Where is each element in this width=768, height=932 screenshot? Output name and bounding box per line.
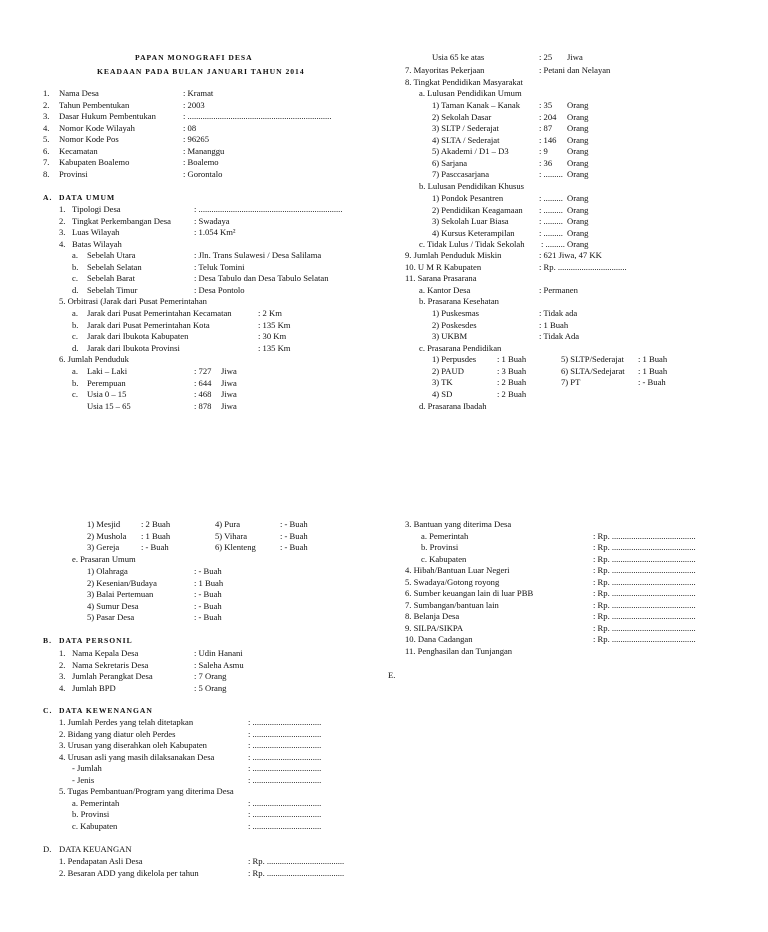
personil-num: 1. [59, 648, 66, 658]
umr-value: : Rp. ................................ [539, 262, 627, 272]
kewenangan-label: 3. Urusan yang diserahkan oleh Kabupaten [59, 740, 207, 750]
lulusan-umum-unit: Orang [567, 100, 589, 110]
section-title-keuangan: DATA KEUANGAN [59, 844, 132, 854]
miskin-label: 9. Jumlah Penduduk Miskin [405, 250, 502, 260]
batas-label: Sebelah Selatan [87, 261, 142, 272]
identity-value: : 96265 [183, 134, 210, 144]
pendidikan-value: : - Buah [638, 377, 666, 387]
lulusan-khusus-label: b. Lulusan Pendidikan Khusus [419, 181, 525, 191]
bantuan-label: 3. Bantuan yang diterima Desa [405, 519, 512, 529]
pendidikan-value: : 2 Buah [497, 388, 527, 399]
prasarana-umum-item: 4) Sumur Desa [87, 600, 139, 611]
batas-label: Sebelah Barat [87, 273, 135, 283]
umum-value: : 1.054 Km² [194, 227, 236, 237]
orbitasi-value: : 2 Km [258, 308, 282, 318]
penduduk-item: Usia 0 – 15 [87, 389, 127, 399]
pendidikan-item: 5) SLTP/Sederajat [561, 354, 624, 364]
umum-value: : Swadaya [194, 215, 230, 226]
batas-sub: b. [72, 261, 79, 272]
bantuan-value: : Rp. ....................................... [593, 542, 696, 552]
sarana-label: 11. Sarana Prasarana [405, 273, 477, 283]
penduduk-sub: c. [72, 389, 78, 399]
identity-num: 4. [43, 122, 50, 133]
kewenangan-label: 2. Bidang yang diatur oleh Perdes [59, 728, 176, 739]
keuangan-label: 2. Besaran ADD yang dikelola per tahun [59, 867, 199, 878]
umum-num: 2. [59, 215, 66, 226]
section-title-kewenangan: DATA KEWENANGAN [59, 706, 153, 715]
identity-num: 2. [43, 99, 50, 110]
penduduk-sub: b. [72, 377, 79, 388]
lulusan-umum-label: a. Lulusan Pendidikan Umum [419, 88, 522, 98]
bantuan-label: a. Pemerintah [421, 530, 469, 541]
section-letter: D. [43, 844, 52, 854]
batas-value: : Teluk Tomini [194, 261, 245, 272]
lulusan-khusus-value: : ......... [539, 227, 563, 238]
lulusan-umum-unit: Orang [567, 146, 589, 156]
pendidikan-item: 2) PAUD [432, 365, 464, 376]
personil-value: : Saleha Asmu [194, 659, 244, 670]
personil-value: : 7 Orang [194, 671, 227, 681]
ibadah-item: 6) Klenteng [215, 542, 256, 552]
pendidikan-value: : 1 Buah [638, 365, 668, 376]
lulusan-khusus-unit: Orang [567, 193, 589, 203]
pendidikan-item: 4) SD [432, 388, 453, 399]
kewenangan-value: : ................................ [248, 809, 322, 819]
identity-value: : 2003 [183, 99, 205, 110]
ibadah-item: 1) Mesjid [87, 519, 121, 529]
ibadah-value: : 1 Buah [141, 530, 171, 541]
umum-value: : ................................................................... [194, 204, 343, 214]
lulusan-umum-item: 4) SLTA / Sederajat [432, 134, 500, 145]
kewenangan-label: 4. Urusan asli yang masih dilaksanakan Desa [59, 751, 215, 762]
lulusan-umum-value: : ......... [539, 169, 563, 179]
personil-value: : Udin Hanani [194, 648, 243, 658]
lulusan-khusus-unit: Orang [567, 204, 589, 215]
section-title-personil: DATA PERSONIL [59, 636, 133, 645]
penduduk-value: : 644 [194, 377, 212, 388]
lulusan-umum-item: 2) Sekolah Dasar [432, 111, 492, 122]
keuangan-label: 1. Pendapatan Asli Desa [59, 856, 143, 866]
personil-label: Nama Sekretaris Desa [72, 659, 149, 670]
umum-label: Tipologi Desa [72, 204, 121, 214]
miskin-value: : 621 Jiwa, 47 KK [539, 250, 602, 260]
section-letter: A. [43, 193, 53, 202]
lulusan-umum-value: : 36 [539, 157, 553, 168]
lulusan-umum-unit: Orang [567, 157, 589, 168]
tingkat-label: 8. Tingkat Pendidikan Masyarakat [405, 77, 523, 87]
batas-value: : Desa Tabulo dan Desa Tabulo Selatan [194, 273, 329, 283]
pendidikan-label: c. Prasarana Pendidikan [419, 343, 502, 353]
kewenangan-value: : ................................ [248, 717, 322, 727]
kesehatan-value: : Tidak Ada [539, 331, 580, 341]
penduduk-item: Usia 15 – 65 [87, 400, 131, 411]
bantuan-value: : Rp. ....................................... [593, 599, 696, 610]
ibadah-item: 4) Pura [215, 519, 241, 529]
bantuan-value: : Rp. ....................................... [593, 588, 696, 598]
penduduk-unit: Jiwa [221, 389, 237, 399]
kesehatan-item: 1) Puskesmas [432, 308, 480, 318]
orbitasi-sub: a. [72, 308, 78, 318]
lulusan-umum-item: 1) Taman Kanak – Kanak [432, 100, 521, 110]
identity-num: 3. [43, 111, 50, 121]
kewenangan-label: a. Pemerintah [72, 797, 120, 808]
identity-value: : Gorontalo [183, 168, 223, 179]
lulusan-umum-value: : 204 [539, 111, 557, 122]
section-title-umum: DATA UMUM [59, 193, 116, 202]
pendidikan-item: 1) Perpusdes [432, 354, 477, 364]
umr-label: 10. U M R Kabupaten [405, 262, 482, 272]
pendidikan-value: : 3 Buah [497, 365, 527, 376]
orbitasi-sub: b. [72, 319, 79, 330]
penduduk-item: Laki – Laki [87, 366, 128, 376]
ibadah-label: d. Prasarana Ibadah [419, 401, 487, 411]
bantuan-value: : Rp. ....................................... [593, 553, 696, 564]
lulusan-umum-item: 6) Sarjana [432, 157, 468, 168]
lulusan-umum-item: 3) SLTP / Sederajat [432, 123, 499, 133]
identity-label: Tahun Pembentukan [59, 99, 130, 110]
bantuan-value: : Rp. ....................................... [593, 622, 696, 633]
prasarana-umum-item: 1) Olahraga [87, 566, 128, 576]
mayoritas-value: : Petani dan Nelayan [539, 65, 611, 75]
penduduk-unit: Jiwa [221, 400, 237, 411]
ibadah-value: : - Buah [280, 519, 308, 529]
kewenangan-label: c. Kabupaten [72, 820, 118, 831]
tidak-lulus-unit: Orang [567, 239, 589, 249]
batas-value: : Jln. Trans Sulawesi / Desa Salilama [194, 250, 322, 260]
usia65-label: Usia 65 ke atas [432, 52, 485, 62]
prasarana-umum-value: : - Buah [194, 589, 222, 599]
bantuan-label: 8. Belanja Desa [405, 611, 460, 621]
lulusan-khusus-unit: Orang [567, 227, 589, 238]
prasarana-umum-item: 5) Pasar Desa [87, 612, 135, 622]
penduduk-sub: a. [72, 366, 78, 376]
personil-num: 3. [59, 671, 66, 681]
identity-label: Dasar Hukum Pembentukan [59, 111, 156, 121]
bantuan-label: 9. SILPA/SIKPA [405, 622, 464, 633]
bantuan-label: 4. Hibah/Bantuan Luar Negeri [405, 565, 510, 575]
pendidikan-item: 3) TK [432, 377, 453, 387]
kewenangan-value: : ................................ [248, 820, 322, 831]
lulusan-umum-unit: Orang [567, 169, 589, 179]
kewenangan-label: - Jumlah [72, 763, 102, 773]
kewenangan-value: : ................................ [248, 774, 322, 785]
ibadah-item: 2) Mushola [87, 530, 127, 541]
kewenangan-label: b. Provinsi [72, 809, 110, 819]
prasarana-umum-value: : - Buah [194, 612, 222, 622]
identity-label: Kabupaten Boalemo [59, 157, 130, 167]
kewenangan-value: : ................................ [248, 728, 322, 739]
prasarana-umum-value: : - Buah [194, 566, 222, 576]
lulusan-khusus-item: 1) Pondok Pesantren [432, 193, 504, 203]
bantuan-label: c. Kabupaten [421, 553, 467, 564]
orbitasi-item: Jarak dari Ibukota Provinsi [87, 342, 180, 353]
tidak-lulus-value: : ......... [541, 239, 565, 249]
identity-value: : ................................................................... [183, 111, 332, 121]
pendidikan-item: 7) PT [561, 377, 581, 387]
kesehatan-item: 3) UKBM [432, 331, 468, 341]
identity-label: Nomor Kode Wilayah [59, 122, 135, 133]
lulusan-umum-item: 5) Akademi / D1 – D3 [432, 146, 509, 156]
lulusan-umum-value: : 9 [539, 146, 548, 156]
keuangan-value: : Rp. .................................... [248, 867, 345, 878]
kantor-label: a. Kantor Desa [419, 285, 471, 295]
lulusan-khusus-item: 3) Sekolah Luar Biasa [432, 216, 509, 226]
bantuan-value: : Rp. ....................................... [593, 565, 696, 575]
ibadah-value: : - Buah [141, 542, 169, 552]
kewenangan-label: 5. Tugas Pembantuan/Program yang diterima Desa [59, 786, 234, 796]
kesehatan-value: : Tidak ada [539, 308, 578, 318]
identity-label: Nomor Kode Pos [59, 134, 119, 144]
pendidikan-value: : 1 Buah [638, 354, 668, 364]
bantuan-label: 11. Penghasilan dan Tunjangan [405, 645, 513, 656]
bantuan-value: : Rp. ....................................... [593, 530, 696, 541]
personil-label: Jumlah Perangkat Desa [72, 671, 153, 681]
identity-label: Nama Desa [59, 88, 99, 98]
batas-sub: d. [72, 284, 79, 295]
doc-title: PAPAN MONOGRAFI DESA [135, 53, 253, 62]
bantuan-label: 10. Dana Cadangan [405, 634, 473, 644]
ibadah-value: : - Buah [280, 530, 308, 541]
doc-subtitle: KEADAAN PADA BULAN JANUARI TAHUN 2014 [97, 67, 305, 76]
umum-num: 3. [59, 227, 66, 237]
lulusan-umum-unit: Orang [567, 123, 589, 133]
umum-label: Batas Wilayah [72, 238, 122, 249]
umum-label: Luas Wilayah [72, 227, 120, 237]
identity-value: : 08 [183, 122, 197, 133]
prasarana-umum-value: : 1 Buah [194, 577, 224, 588]
penduduk-value: : 727 [194, 366, 212, 376]
orbitasi-value: : 30 Km [258, 331, 287, 341]
identity-num: 5. [43, 134, 50, 144]
bantuan-value: : Rp. ....................................... [593, 634, 696, 644]
prasarana-umum-label: e. Prasaran Umum [72, 554, 136, 564]
bantuan-value: : Rp. ....................................... [593, 611, 696, 621]
usia65-value: : 25 [539, 52, 553, 62]
kesehatan-value: : 1 Buah [539, 319, 569, 330]
identity-value: : Mananggu [183, 145, 225, 156]
kesehatan-label: b. Prasarana Kesehatan [419, 296, 499, 306]
umum-num: 4. [59, 238, 66, 249]
bantuan-label: 7. Sumbangan/bantuan lain [405, 599, 499, 610]
umum-label: Tingkat Perkembangan Desa [72, 215, 171, 226]
section-letter: B. [43, 636, 52, 645]
ibadah-item: 3) Gereja [87, 542, 120, 552]
identity-value: : Kramat [183, 88, 214, 98]
batas-sub: a. [72, 250, 78, 260]
pendidikan-item: 6) SLTA/Sedejarat [561, 365, 625, 376]
personil-label: Nama Kepala Desa [72, 648, 139, 658]
personil-value: : 5 Orang [194, 682, 227, 693]
batas-label: Sebelah Utara [87, 250, 136, 260]
lulusan-khusus-value: : ......... [539, 193, 563, 203]
orbitasi-sub: d. [72, 342, 79, 353]
identity-label: Kecamatan [59, 145, 98, 156]
kewenangan-value: : ................................ [248, 763, 322, 773]
penduduk-item: Perempuan [87, 377, 126, 388]
identity-value: : Boalemo [183, 157, 219, 167]
lulusan-khusus-item: 4) Kursus Keterampilan [432, 227, 515, 238]
bantuan-label: 5. Swadaya/Gotong royong [405, 576, 500, 587]
penduduk-unit: Jiwa [221, 366, 237, 376]
orbitasi-item: Jarak dari Pusat Pemerintahan Kecamatan [87, 308, 232, 318]
lulusan-umum-value: : 35 [539, 100, 553, 110]
personil-label: Jumlah BPD [72, 682, 116, 693]
kewenangan-value: : ................................ [248, 740, 322, 750]
bantuan-label: 6. Sumber keuangan lain di luar PBB [405, 588, 534, 598]
section-letter: C. [43, 706, 53, 715]
ibadah-value: : - Buah [280, 542, 308, 552]
identity-num: 7. [43, 157, 50, 167]
batas-label: Sebelah Timur [87, 284, 138, 295]
pendidikan-value: : 1 Buah [497, 354, 527, 364]
prasarana-umum-value: : - Buah [194, 600, 222, 611]
personil-num: 2. [59, 659, 66, 670]
penduduk-value: : 878 [194, 400, 212, 411]
kesehatan-item: 2) Poskesdes [432, 319, 477, 330]
kewenangan-value: : ................................ [248, 751, 322, 762]
personil-num: 4. [59, 682, 66, 693]
orbitasi-value: : 135 Km [258, 342, 291, 353]
bantuan-value: : Rp. ....................................... [593, 576, 696, 587]
lulusan-umum-value: : 146 [539, 134, 557, 145]
umum-num: 1. [59, 204, 66, 214]
orbitasi-label: 5. Orbitrasi (Jarak dari Pusat Pemerintahan [59, 296, 207, 306]
ibadah-item: 5) Vihara [215, 530, 248, 541]
penduduk-unit: Jiwa [221, 377, 237, 388]
lulusan-umum-item: 7) Pasccasarjana [432, 169, 490, 179]
identity-label: Provinsi [59, 168, 88, 179]
prasarana-umum-item: 2) Kesenian/Budaya [87, 577, 157, 588]
mayoritas-label: 7. Mayoritas Pekerjaan [405, 65, 485, 75]
usia65-unit: Jiwa [567, 52, 583, 62]
lulusan-khusus-item: 2) Pendidikan Keagamaan [432, 204, 523, 215]
lulusan-umum-value: : 87 [539, 123, 553, 133]
keuangan-value: : Rp. .................................... [248, 856, 345, 866]
kewenangan-label: 1. Jumlah Perdes yang telah ditetapkan [59, 717, 194, 727]
kewenangan-label: - Jenis [72, 774, 95, 785]
bantuan-label: b. Provinsi [421, 542, 459, 552]
lulusan-khusus-unit: Orang [567, 216, 589, 226]
tidak-lulus-label: c. Tidak Lulus / Tidak Sekolah [419, 239, 525, 249]
orbitasi-value: : 135 Km [258, 319, 291, 330]
identity-num: 8. [43, 168, 50, 179]
lulusan-khusus-value: : ......... [539, 204, 563, 215]
lulusan-umum-unit: Orang [567, 134, 589, 145]
pendidikan-value: : 2 Buah [497, 377, 527, 387]
penduduk-label: 6. Jumlah Penduduk [59, 354, 129, 364]
prasarana-umum-item: 3) Balai Pertemuan [87, 589, 154, 599]
orbitasi-item: Jarak dari Pusat Pemerintahan Kota [87, 319, 210, 330]
orbitasi-sub: c. [72, 331, 78, 341]
penduduk-value: : 468 [194, 389, 212, 399]
lulusan-umum-unit: Orang [567, 111, 589, 122]
kantor-value: : Permanen [539, 285, 578, 295]
orbitasi-item: Jarak dari Ibukota Kabupaten [87, 331, 189, 341]
batas-value: : Desa Pontolo [194, 284, 245, 295]
batas-sub: c. [72, 273, 78, 283]
lulusan-khusus-value: : ......... [539, 216, 563, 226]
identity-num: 6. [43, 145, 50, 156]
ibadah-value: : 2 Buah [141, 519, 171, 529]
kewenangan-value: : ................................ [248, 797, 322, 808]
identity-num: 1. [43, 88, 50, 98]
section-e-marker: E. [388, 670, 396, 680]
